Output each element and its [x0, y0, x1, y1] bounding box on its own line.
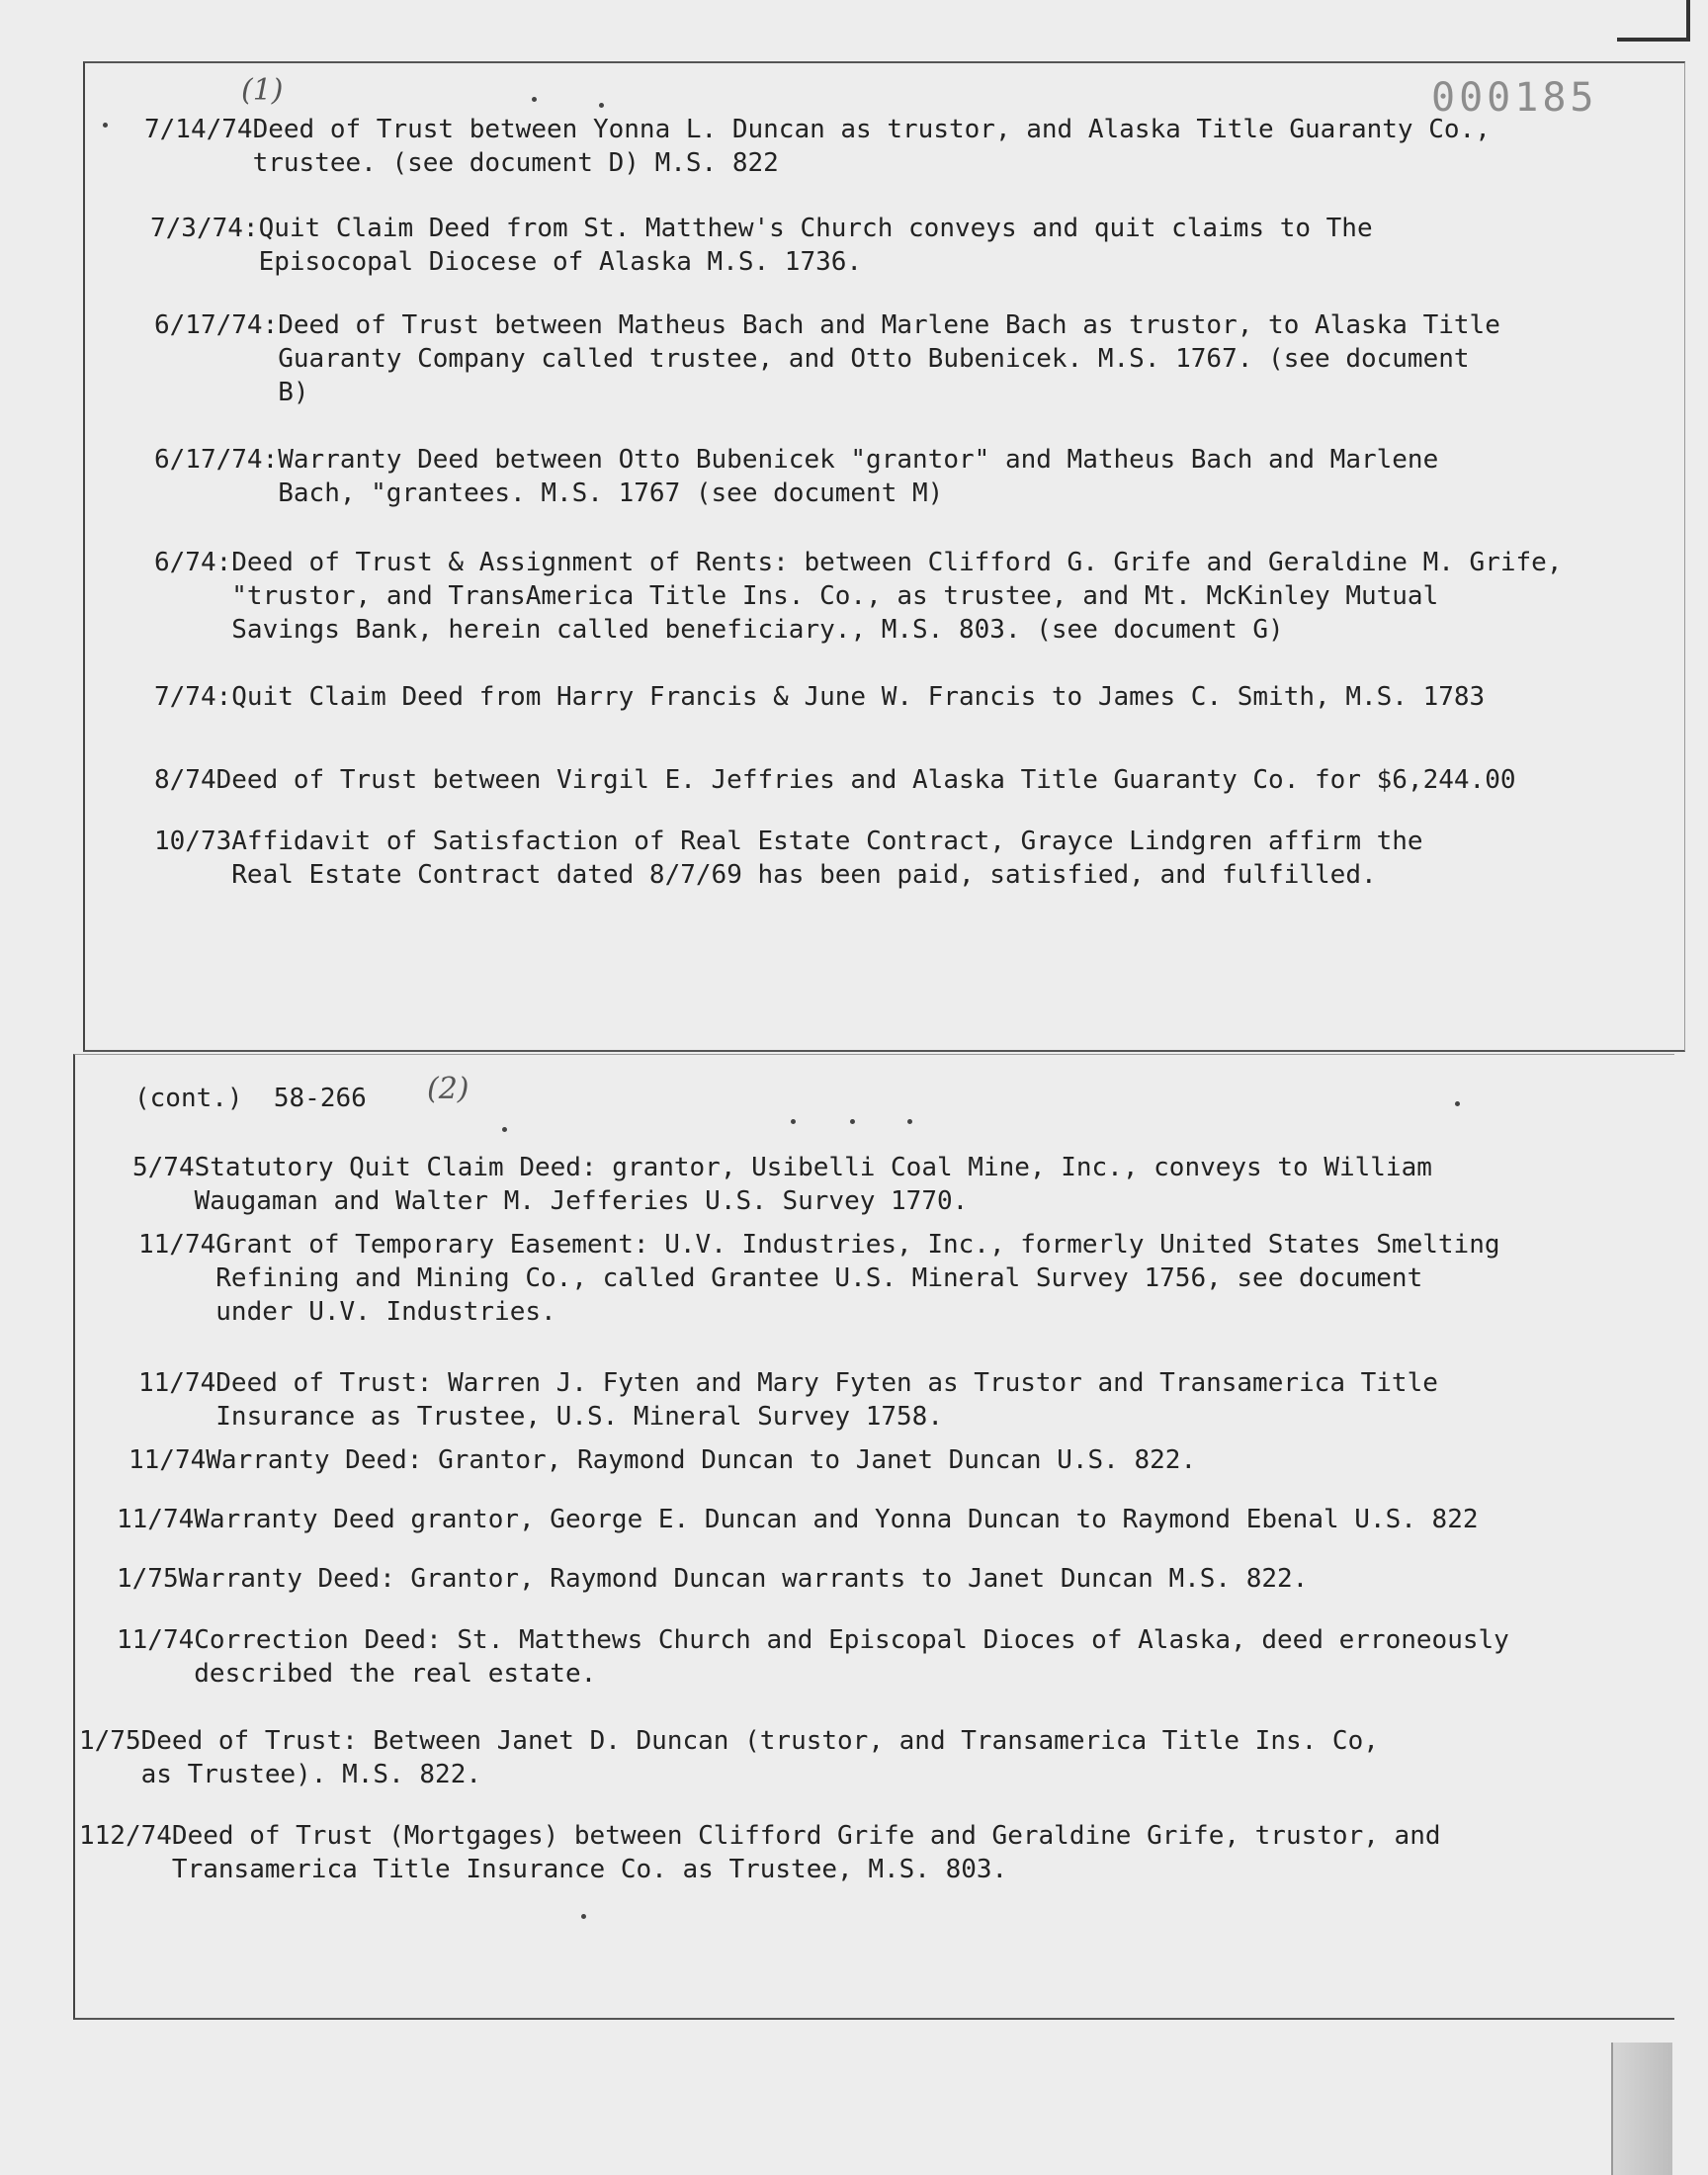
entry-date: 6/17/74:	[154, 445, 279, 475]
scan-speck	[1455, 1101, 1460, 1106]
entry-text: Warranty Deed grantor, George E. Duncan and Yonna Duncan to Raymond Ebenal U.S. 822	[194, 1505, 1479, 1534]
entry-text: Deed of Trust: Warren J. Fyten and Mary Fyten as Trustor and Transamerica Title Insurance as Trustee, U.S. Mineral Survey 1758.	[215, 1368, 1438, 1432]
entry-date: 11/74	[138, 1230, 216, 1260]
entry-date: 11/74	[128, 1445, 207, 1475]
continuation-heading: (cont.) 58-266	[134, 1084, 367, 1113]
record-entry	[154, 443, 1438, 510]
entry-date: 6/74:	[154, 548, 232, 577]
record-entry	[117, 1623, 1509, 1691]
record-entry	[132, 1151, 1432, 1218]
entry-date: 8/74	[154, 765, 216, 795]
record-entry	[150, 212, 1373, 279]
handwritten-note-1: (1)	[241, 73, 284, 108]
record-entry	[154, 680, 1485, 714]
record-entry	[117, 1503, 1479, 1536]
page-edge-shadow	[1611, 2043, 1672, 2175]
entry-date: 5/74	[132, 1153, 195, 1182]
entry-date: 7/3/74:	[150, 214, 259, 243]
entry-text: Deed of Trust (Mortgages) between Clifford Grife and Geraldine Grife, trustor, and Transamerica Title Insurance Co. as Trustee, M.S. 803.	[171, 1821, 1441, 1884]
scan-speck	[581, 1914, 586, 1919]
record-entry	[154, 763, 1516, 797]
record-entry	[138, 1228, 1500, 1329]
page-corner-mark	[1617, 0, 1690, 42]
entry-text: Grant of Temporary Easement: U.V. Industries, Inc., formerly United States Smelting Refining and Mining Co., called Grantee U.S. Mineral Survey 1756, see document under U.V. Industries.	[215, 1230, 1500, 1327]
entry-date: 10/73	[154, 826, 232, 856]
entry-text: Warranty Deed: Grantor, Raymond Duncan to Janet Duncan U.S. 822.	[206, 1445, 1197, 1475]
entry-text: Correction Deed: St. Matthews Church and Episcopal Dioces of Alaska, deed erroneously described the real estate.	[194, 1625, 1509, 1689]
stamp-number: 000185	[1431, 75, 1598, 121]
scan-speck	[791, 1119, 796, 1124]
scan-speck	[103, 123, 108, 128]
entry-text: Deed of Trust between Yonna L. Duncan as trustor, and Alaska Title Guaranty Co., trustee. (see document D) M.S. 822	[252, 115, 1491, 178]
entry-date: 7/74:	[154, 682, 232, 712]
entry-date: 7/14/74	[144, 115, 253, 144]
entry-date: 1/75	[117, 1564, 179, 1594]
entry-date: 11/74	[117, 1625, 195, 1655]
scan-speck	[907, 1119, 912, 1124]
entry-date: 6/17/74:	[154, 310, 279, 340]
record-entry	[154, 825, 1423, 892]
scan-speck	[850, 1119, 855, 1124]
record-entry	[154, 546, 1562, 647]
entry-text: Statutory Quit Claim Deed: grantor, Usibelli Coal Mine, Inc., conveys to William Waugaman and Walter M. Jefferies U.S. Survey 1770.	[194, 1153, 1432, 1216]
scan-speck	[532, 97, 537, 102]
entry-text: Affidavit of Satisfaction of Real Estate Contract, Grayce Lindgren affirm the Real Estate Contract dated 8/7/69 has been paid, satisfied, and fulfilled.	[231, 826, 1423, 890]
record-entry	[79, 1819, 1441, 1886]
record-entry	[128, 1443, 1196, 1477]
entry-text: Warranty Deed: Grantor, Raymond Duncan warrants to Janet Duncan M.S. 822.	[178, 1564, 1309, 1594]
entry-date: 112/74	[79, 1821, 172, 1851]
record-entry	[138, 1366, 1438, 1434]
entry-date: 1/75	[79, 1726, 141, 1756]
entry-date: 11/74	[117, 1505, 195, 1534]
entry-text: Deed of Trust & Assignment of Rents: between Clifford G. Grife and Geraldine M. Grife, "trustor, and TransAmerica Title Ins. Co., as trustee, and Mt. McKinley Mutual Savings Bank, herein called beneficiary., M.S. 803. (see document G)	[231, 548, 1563, 645]
record-entry	[117, 1562, 1308, 1596]
entry-date: 11/74	[138, 1368, 216, 1398]
entry-text: Deed of Trust between Matheus Bach and Marlene Bach as trustor, to Alaska Title Guaranty Company called trustee, and Otto Bubenicek. M.S. 1767. (see document B)	[278, 310, 1500, 407]
entry-text: Quit Claim Deed from Harry Francis & June W. Francis to James C. Smith, M.S. 1783	[231, 682, 1486, 712]
entry-text: Deed of Trust: Between Janet D. Duncan (trustor, and Transamerica Title Ins. Co, as Trustee). M.S. 822.	[140, 1726, 1379, 1789]
handwritten-note-2: (2)	[427, 1072, 470, 1106]
record-entry	[79, 1724, 1379, 1791]
record-entry	[154, 308, 1500, 409]
entry-text: Quit Claim Deed from St. Matthew's Church conveys and quit claims to The Episocopal Diocese of Alaska M.S. 1736.	[258, 214, 1373, 277]
entry-text: Deed of Trust between Virgil E. Jeffries and Alaska Title Guaranty Co. for $6,244.00	[215, 765, 1516, 795]
scan-speck	[502, 1127, 507, 1132]
scan-speck	[599, 103, 604, 108]
entry-text: Warranty Deed between Otto Bubenicek "grantor" and Matheus Bach and Marlene Bach, "grantees. M.S. 1767 (see document M)	[278, 445, 1439, 508]
record-entry	[144, 113, 1491, 180]
